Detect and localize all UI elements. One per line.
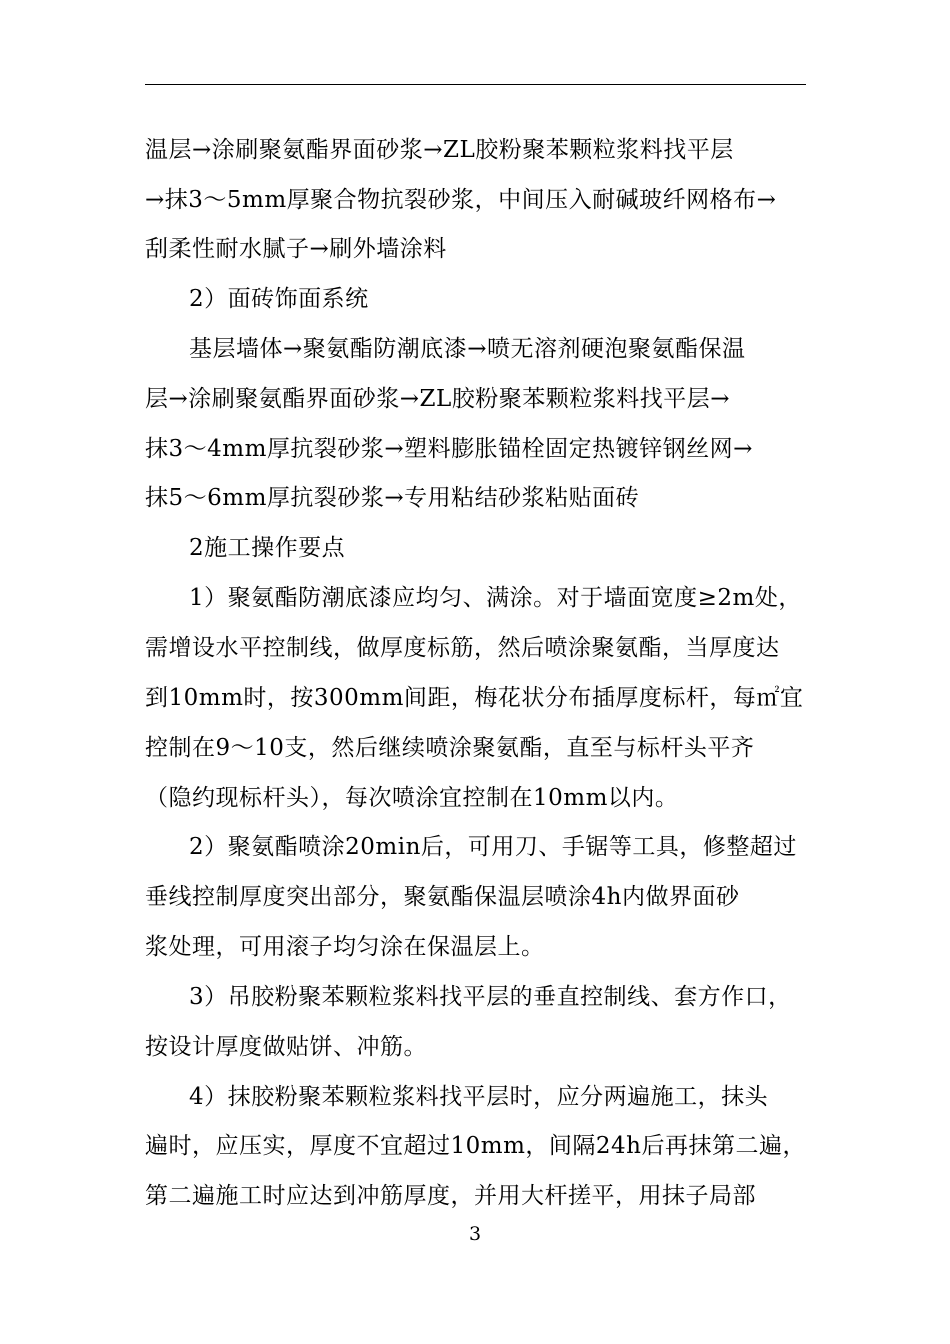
text-line: 抹3～4mm厚抗裂砂浆→塑料膨胀锚栓固定热镀锌钢丝网→ [145,436,753,462]
text-line: →抹3～5mm厚聚合物抗裂砂浆，中间压入耐碱玻纤网格布→ [145,187,777,213]
paragraph-first-line: 1）聚氨酯防潮底漆应均匀、满涂。对于墙面宽度≥2m处， [189,585,802,611]
text-line: 层→涂刷聚氨酯界面砂浆→ZL胶粉聚苯颗粒浆料找平层→ [145,386,731,412]
paragraph-first-line: 基层墙体→聚氨酯防潮底漆→喷无溶剂硬泡聚氨酯保温 [189,336,746,362]
text-line: 抹5～6mm厚抗裂砂浆→专用粘结砂浆粘贴面砖 [145,485,640,511]
text-line: 遍时，应压实，厚度不宜超过10mm，间隔24h后再抹第二遍， [145,1133,806,1159]
text-line: 需增设水平控制线，做厚度标筋，然后喷涂聚氨酯，当厚度达 [145,635,780,661]
subsection-heading: 2）面砖饰面系统 [189,286,369,312]
text-line: 浆处理，可用滚子均匀涂在保温层上。 [145,934,545,960]
text-line: 第二遍施工时应达到冲筋厚度，并用大杆搓平，用抹子局部 [145,1183,756,1209]
text-line: 控制在9～10支，然后继续喷涂聚氨酯，直至与标杆头平齐 [145,735,755,761]
paragraph-first-line: 2）聚氨酯喷涂20min后，可用刀、手锯等工具，修整超过 [189,834,797,860]
section-heading: 2施工操作要点 [189,535,346,561]
text-line: （隐约现标杆头），每次喷涂宜控制在10mm以内。 [145,785,679,811]
page-number: 3 [468,1223,482,1245]
text-line: 刮柔性耐水腻子→刷外墙涂料 [145,236,447,262]
text-line: 温层→涂刷聚氨酯界面砂浆→ZL胶粉聚苯颗粒浆料找平层 [145,137,734,163]
paragraph-first-line: 3）吊胶粉聚苯颗粒浆料找平层的垂直控制线、套方作口， [189,984,792,1010]
header-rule [145,84,806,85]
paragraph-first-line: 4）抹胶粉聚苯颗粒浆料找平层时，应分两遍施工，抹头 [189,1084,769,1110]
text-line: 按设计厚度做贴饼、冲筋。 [145,1034,427,1060]
text-line: 垂线控制厚度突出部分，聚氨酯保温层喷涂4h内做界面砂 [145,884,740,910]
text-line: 到10mm时，按300mm间距，梅花状分布插厚度标杆，每㎡宜 [145,685,804,711]
